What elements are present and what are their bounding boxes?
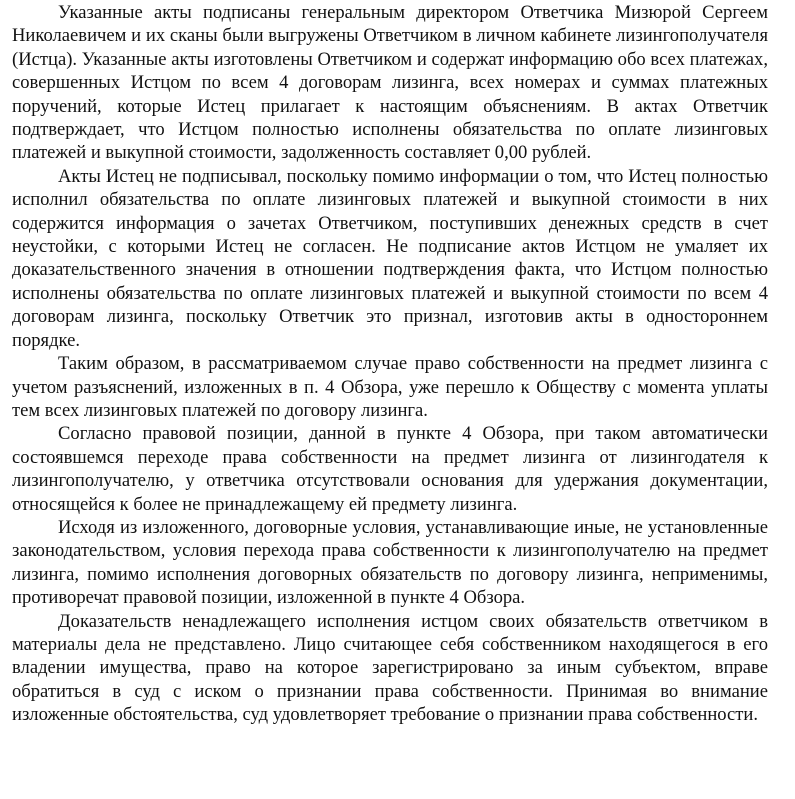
paragraph-acts-signed: Указанные акты подписаны генеральным директором Ответчика Мизюрой Сергеем Николаевичем и их сканы были выгружены Ответчиком в личном кабинете лизингополучателя (Истца). Указанные акты изготовлены Ответчиком и содержат информацию обо всех платежах, совершенных Истцом по всем 4 договорам лизинга, всех номерах и суммах платежных поручений, которые Истец прилагает к настоящим объяснениям. В актах Ответчик подтверждает, что Истцом полностью исполнены обязательства по оплате лизинговых платежей и выкупной стоимости, задолженность составляет 0,00 рублей. — [12, 2, 768, 164]
paragraph-ownership-transferred: Таким образом, в рассматриваемом случае право собственности на предмет лизинга с учетом разъяснений, изложенных в п. 4 Обзора, уже перешло к Обществу с момента уплаты тем всех лизинговых платежей по договору лизинга. — [12, 353, 768, 421]
paragraph-legal-position: Согласно правовой позиции, данной в пункте 4 Обзора, при таком автоматически состоявшемся переходе права собственности на предмет лизинга от лизингодателя к лизингополучателю, у ответчика отсутствовали основания для удержания документации, относящейся к более не принадлежащему ей предмету лизинга. — [12, 423, 768, 515]
paragraph-acts-not-signed: Акты Истец не подписывал, поскольку помимо информации о том, что Истец полностью исполнил обязательства по оплате лизинговых платежей и выкупной стоимости в них содержится информация о зачетах Ответчиком, поступивших денежных средств в счет неустойки, с которыми Истец не согласен. Не подписание актов Истцом не умаляет их доказательственного значения в отношении подтверждения факта, что Истцом полностью исполнены обязательства по оплате лизинговых платежей и выкупной стоимости по всем 4 договорам лизинга, поскольку Ответчик это признал, изготовив акты в одностороннем порядке. — [12, 165, 768, 351]
paragraph-contract-terms: Исходя из изложенного, договорные условия, устанавливающие иные, не установленные законодательством, условия перехода права собственности к лизингополучателю на предмет лизинга, помимо исполнения договорных обязательств по договору лизинга, неприменимы, противоречат правовой позиции, изложенной в пункте 4 Обзора. — [12, 516, 768, 609]
paragraph-court-decision: Доказательств ненадлежащего исполнения истцом своих обязательств ответчиком в материалы дела не представлено. Лицо считающее себя собственником находящегося в его владении имущества, право на которое зарегистрировано за иным субъектом, вправе обратиться в суд с иском о признании права собственности. Принимая во внимание изложенные обстоятельства, суд удовлетворяет требование о признании права собственности. — [12, 610, 768, 726]
